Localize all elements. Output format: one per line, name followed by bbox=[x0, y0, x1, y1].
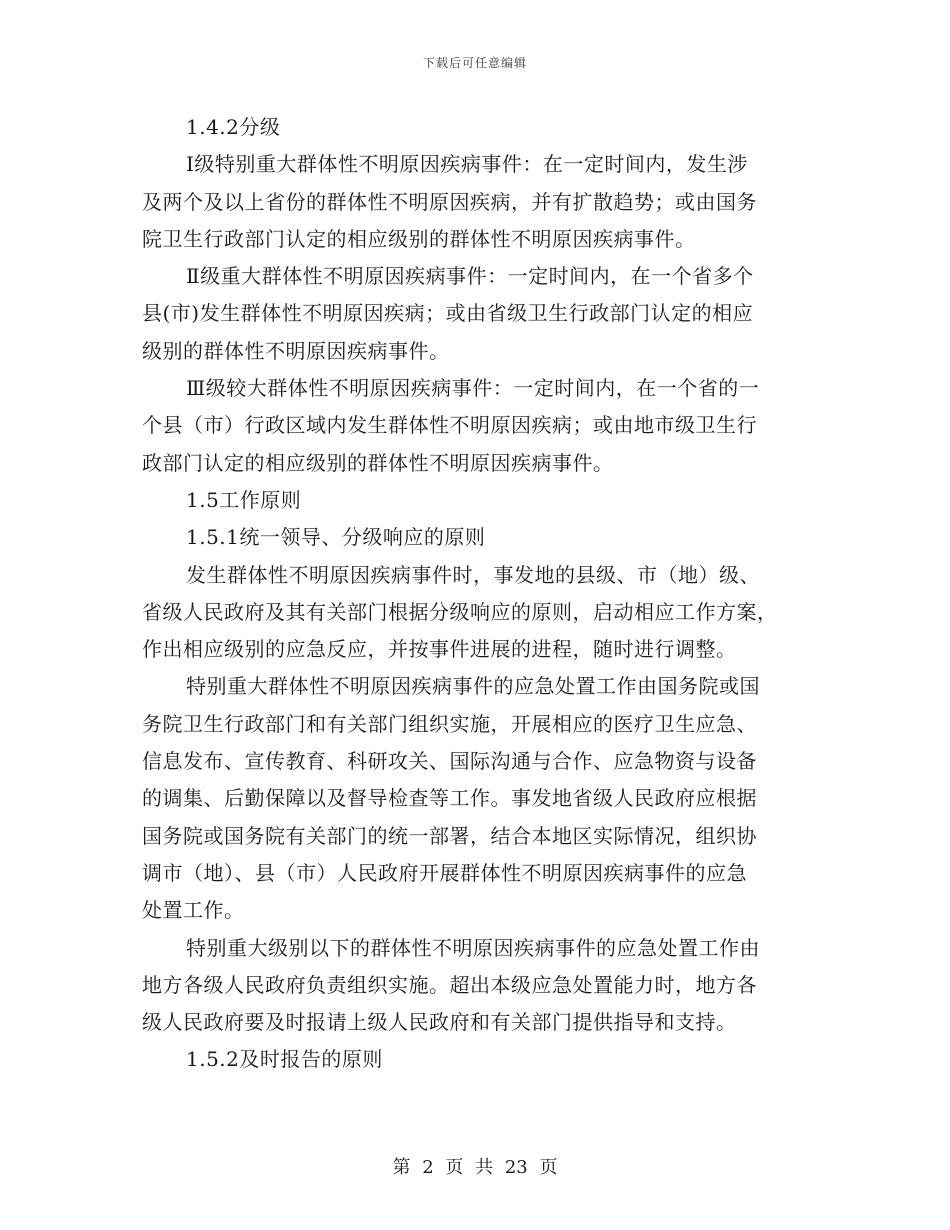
text-line: 务院卫生行政部门和有关部门组织实施，开展相应的医疗卫生应急、 bbox=[142, 711, 757, 736]
text-line: 1.5.1统一领导、分级响应的原则 bbox=[186, 525, 486, 550]
text-line: 1.5.2及时报告的原则 bbox=[186, 1047, 383, 1072]
text-line: 特别重大级别以下的群体性不明原因疾病事件的应急处置工作由 bbox=[186, 935, 760, 960]
paragraph bbox=[142, 482, 797, 519]
paragraph bbox=[142, 258, 797, 370]
text-line: 1.5工作原则 bbox=[186, 487, 302, 512]
text-line: Ⅰ级特别重大群体性不明原因疾病事件：在一定时间内，发生涉 bbox=[186, 152, 748, 177]
text-line: 处置工作。 bbox=[142, 898, 245, 923]
text-line: 调市（地）、县（市）人民政府开展群体性不明原因疾病事件的应急 bbox=[142, 860, 747, 885]
text-line: Ⅲ级较大群体性不明原因疾病事件：一定时间内，在一个省的一 bbox=[186, 376, 760, 401]
paragraph bbox=[142, 519, 797, 556]
text-line: 的调集、后勤保障以及督导检查等工作。事发地省级人民政府应根据 bbox=[142, 786, 757, 811]
text-line: 1.4.2分级 bbox=[186, 115, 281, 139]
paragraph bbox=[142, 370, 797, 482]
paragraph bbox=[142, 109, 797, 146]
paragraph bbox=[142, 557, 797, 669]
text-line: 级别的群体性不明原因疾病事件。 bbox=[142, 338, 450, 363]
paragraph bbox=[142, 930, 797, 1042]
text-line: 作出相应级别的应急反应，并按事件进展的进程，随时进行调整。 bbox=[142, 637, 737, 662]
text-line: 发生群体性不明原因疾病事件时，事发地的县级、市（地）级、 bbox=[186, 562, 760, 587]
text-line: 院卫生行政部门认定的相应级别的群体性不明原因疾病事件。 bbox=[142, 226, 696, 251]
page-footer: 第 2 页 共 23 页 bbox=[392, 1157, 558, 1178]
text-line: 级人民政府要及时报请上级人民政府和有关部门提供指导和支持。 bbox=[142, 1010, 737, 1035]
document-body bbox=[142, 109, 797, 1079]
text-line: 信息发布、宣传教育、科研攻关、国际沟通与合作、应急物资与设备 bbox=[142, 749, 757, 774]
text-line: 及两个及以上省份的群体性不明原因疾病，并有扩散趋势；或由国务 bbox=[142, 189, 757, 214]
text-line: Ⅱ级重大群体性不明原因疾病事件：一定时间内，在一个省多个 bbox=[186, 264, 754, 289]
text-line: 政部门认定的相应级别的群体性不明原因疾病事件。 bbox=[142, 450, 614, 475]
paragraph bbox=[142, 146, 797, 258]
text-line: 国务院或国务院有关部门的统一部署，结合本地区实际情况，组织协 bbox=[142, 823, 757, 848]
paragraph bbox=[142, 668, 797, 929]
text-line: 个县（市）行政区域内发生群体性不明原因疾病；或由地市级卫生行 bbox=[142, 413, 757, 438]
text-line: 特别重大群体性不明原因疾病事件的应急处置工作由国务院或国 bbox=[186, 674, 760, 699]
text-line: 省级人民政府及其有关部门根据分级响应的原则，启动相应工作方案， bbox=[142, 599, 778, 624]
paragraph bbox=[142, 1041, 797, 1078]
page-header: 下载后可任意编辑 bbox=[422, 56, 527, 70]
text-line: 县(市)发生群体性不明原因疾病；或由省级卫生行政部门认定的相应 bbox=[142, 301, 754, 326]
text-line: 地方各级人民政府负责组织实施。超出本级应急处置能力时，地方各 bbox=[142, 972, 757, 997]
